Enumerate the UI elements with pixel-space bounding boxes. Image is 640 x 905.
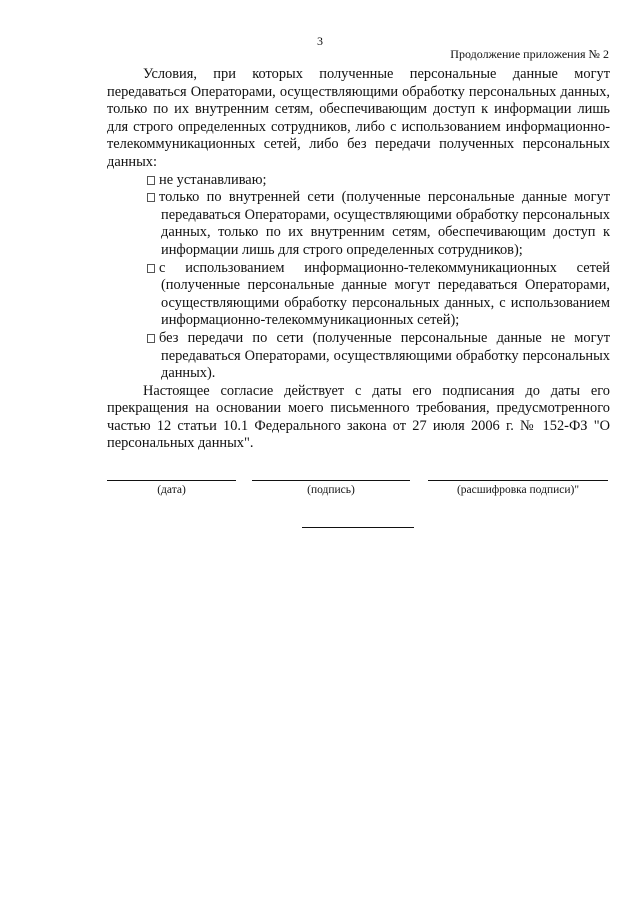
conditions-intro: Условия, при которых полученные персональные данные могут передаваться Операторами, осуществляющими обработку персональных данных, только по их внутренним сетям, обеспечивающим доступ к информации лишь для строго определенных сотрудников, либо с использованием информационно-телекоммуникационных сетей, либо без передачи полученных персональных данных: — [107, 66, 610, 170]
checkbox-icon[interactable] — [147, 334, 155, 343]
consent-body — [107, 66, 610, 453]
checkbox-icon[interactable] — [147, 264, 155, 273]
option-internal-network[interactable] — [107, 189, 610, 259]
option-telecom-networks[interactable] — [107, 260, 610, 330]
checkbox-icon[interactable] — [147, 193, 155, 202]
option-label: только по внутренней сети (полученные персональные данные могут передаваться Операторами, осуществляющими обработку персональных данных, только по их внутренним сетям, обеспечивающим доступ к информации лишь для строго определенных сотрудников); — [159, 189, 610, 258]
option-not-set[interactable] — [107, 172, 610, 190]
signature-line[interactable] — [252, 480, 410, 481]
signature-caption: (подпись) — [307, 484, 355, 496]
page-number: 3 — [317, 34, 323, 48]
date-line[interactable] — [107, 480, 236, 481]
signature-decoding-line[interactable] — [428, 480, 608, 481]
validity-paragraph: Настоящее согласие действует с даты его подписания до даты его прекращения на основании моего письменного требования, предусмотренного частью 12 статьи 10.1 Федерального закона от 27 июля 2006 г. № 152-ФЗ "О персональных данных". — [107, 382, 610, 452]
option-label: без передачи по сети (полученные персональные данные не могут передаваться Операторами, осуществляющими обработку персональных данных). — [159, 329, 610, 382]
appendix-continuation-note: Продолжение приложения № 2 — [450, 47, 609, 61]
date-caption: (дата) — [157, 484, 186, 496]
signature-decoding-caption: (расшифровка подписи)" — [456, 484, 580, 496]
option-label: с использованием информационно-телекоммуникационных сетей (полученные персональные данные могут передаваться Операторами, осуществляющими обработку персональных данных, с использованием информационно-телекоммуникационных сетей); — [159, 259, 610, 329]
option-label: не устанавливаю; — [159, 171, 267, 188]
separator-line — [302, 527, 414, 528]
checkbox-icon[interactable] — [147, 176, 155, 185]
option-no-network-transfer[interactable] — [107, 330, 610, 383]
